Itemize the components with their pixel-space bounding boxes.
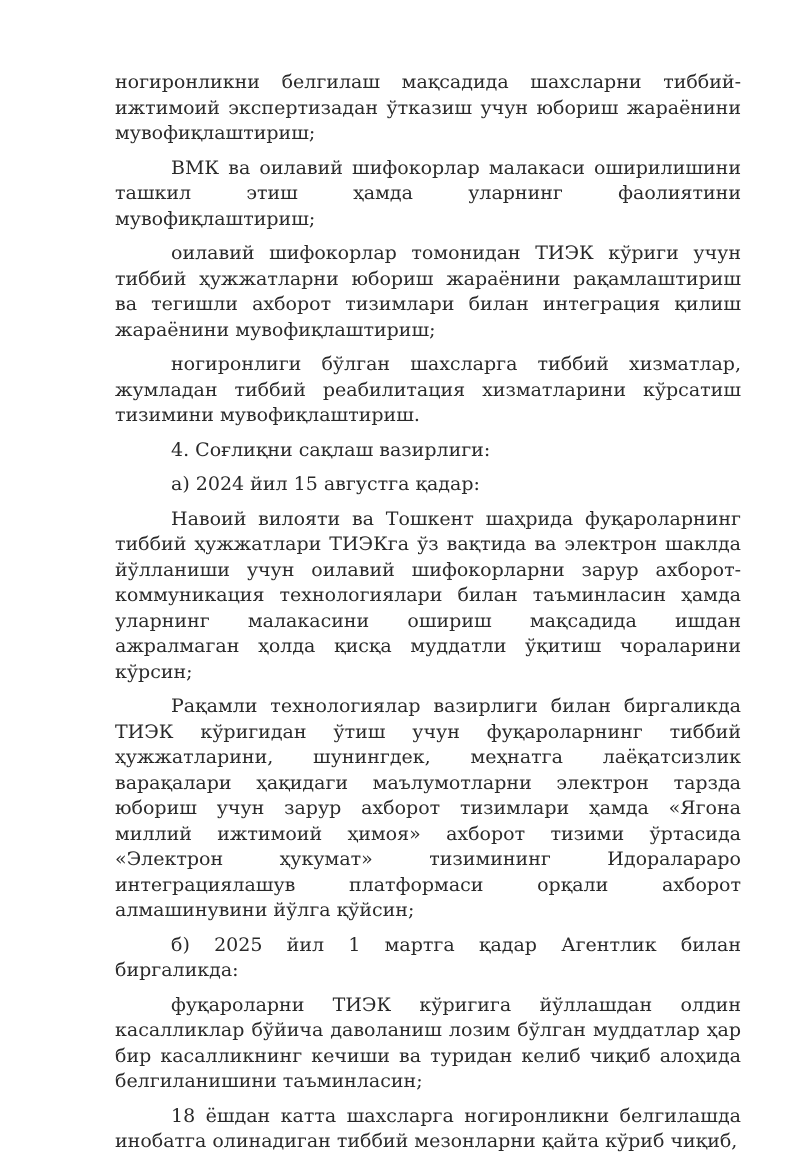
paragraph-8: Рақамли технологиялар вазирлиги билан биргаликда ТИЭК кўригидан ўтиш учун фуқароларнинг тиббий ҳужжатларини, шунингдек, меҳнатга лаёқатсизлик варақалари ҳақидаги маълумотларни электрон тарзда юбориш учун зарур ахборот тизимлари ҳамда «Ягона миллий ижтимоий ҳимоя» ахборот тизими ўртасида «Электрон ҳукумат» тизимининг Идоралараро интеграциялашув платформаси орқали ахборот алмашинувини йўлга қўйсин; xyxy=(115,695,741,921)
subsection-heading-b: б) 2025 йил 1 мартга қадар Агентлик билан биргаликда: xyxy=(115,933,741,981)
subsection-heading-a: а) 2024 йил 15 августга қадар: xyxy=(171,473,480,495)
paragraph-2: ВМК ва оилавий шифокорлар малакаси оширилишини ташкил этиш ҳамда уларнинг фаолиятини мувофиқлаштириш; xyxy=(115,156,741,230)
paragraph-3: оилавий шифокорлар томонидан ТИЭК кўриги учун тиббий ҳужжатларни юбориш жараёнини рақамлаштириш ва тегишли ахборот тизимлари билан интеграция қилиш жараёнини мувофиқлаштириш; xyxy=(115,242,741,341)
paragraph-11: 18 ёшдан катта шахсларга ногиронликни белгилашда инобатга олинадиган тиббий мезонларни қайта кўриб чиқиб, xyxy=(115,1104,741,1152)
document-body xyxy=(115,70,741,1164)
paragraph-7: Навоий вилояти ва Тошкент шаҳрида фуқароларнинг тиббий ҳужжатлари ТИЭКга ўз вақтида ва электрон шаклда йўлланиши учун оилавий шифокорларни зарур ахборот-коммуникация технологиялари билан таъминласин ҳамда уларнинг малакасини ошириш мақсадида ишдан ажралмаган ҳолда қисқа муддатли ўқитиш чораларини кўрсин; xyxy=(115,507,741,683)
paragraph-1: ногиронликни белгилаш мақсадида шахсларни тиббий-ижтимоий экспертизадан ўтказиш учун юбориш жараёнини мувофиқлаштириш; xyxy=(115,71,741,144)
paragraph-4: ногиронлиги бўлган шахсларга тиббий хизматлар, жумладан тиббий реабилитация хизматларини кўрсатиш тизимини мувофиқлаштириш. xyxy=(115,353,741,426)
paragraph-10: фуқароларни ТИЭК кўригига йўллашдан олдин касалликлар бўйича даволаниш лозим бўлган муддатлар ҳар бир касалликнинг кечиши ва туридан келиб чиқиб алоҳида белгиланишини таъминласин; xyxy=(115,993,741,1092)
section-heading-4: 4. Соғлиқни сақлаш вазирлиги: xyxy=(171,438,491,461)
